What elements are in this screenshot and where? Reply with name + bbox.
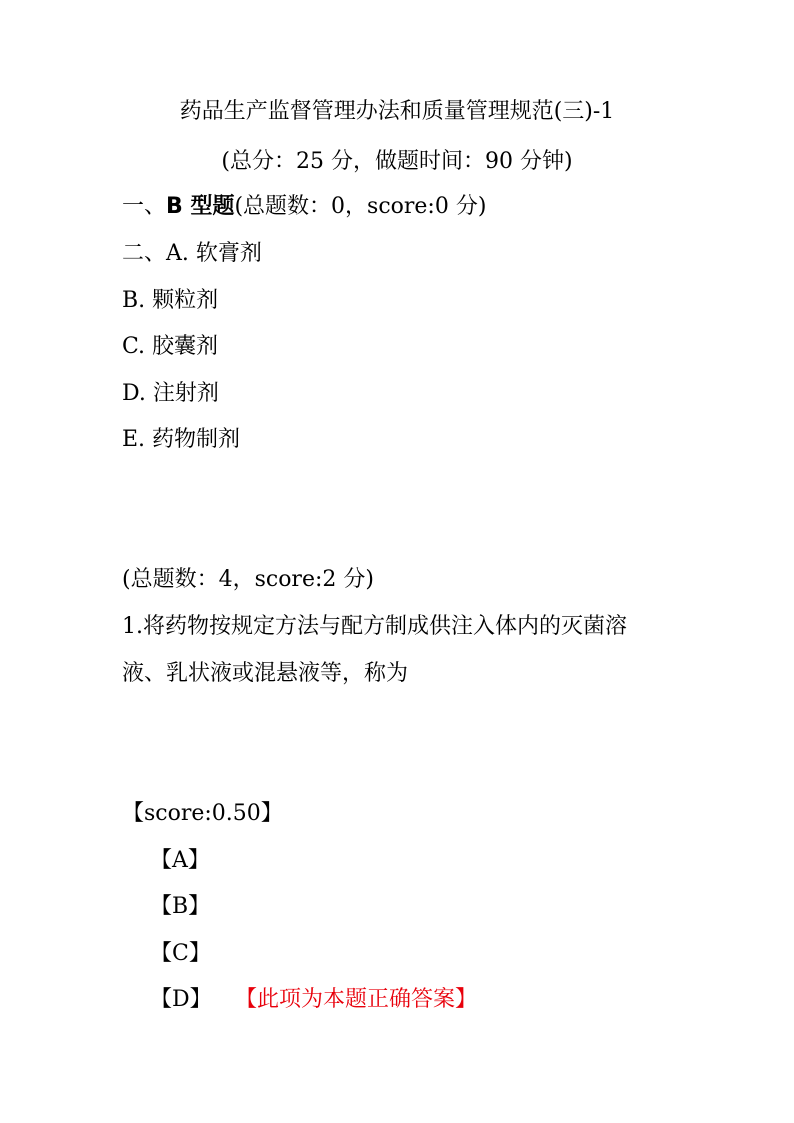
choice-a: 【A】 (150, 848, 210, 873)
page-title: 药品生产监督管理办法和质量管理规范(三)-1 (179, 99, 615, 124)
section-heading (122, 192, 486, 222)
question-text-line-1: 1.将药物按规定方法与配方制成供注入体内的灭菌溶 (122, 614, 627, 639)
option-c: C. 胶囊剂 (122, 334, 219, 359)
option-b: B. 颗粒剂 (122, 288, 219, 313)
section-prefix: 一、 (122, 194, 167, 219)
section-info: (总题数：0，score:0 分) (234, 194, 487, 219)
section-type-label: B 型题 (166, 194, 235, 219)
choice-b: 【B】 (150, 894, 211, 919)
group-info: (总题数：4，score:2 分) (122, 567, 374, 592)
choice-c: 【C】 (150, 941, 211, 966)
question-score: 【score:0.50】 (122, 801, 283, 826)
correct-answer-note: 【此项为本题正确答案】 (235, 987, 478, 1012)
choice-d: 【D】 (150, 987, 212, 1012)
page-subtitle: (总分：25 分，做题时间：90 分钟) (221, 149, 573, 174)
option-a: 二、A. 软膏剂 (122, 241, 262, 266)
question-text-line-2: 液、乳状液或混悬液等，称为 (122, 661, 409, 686)
option-e: E. 药物制剂 (122, 427, 241, 452)
option-d: D. 注射剂 (122, 381, 219, 406)
